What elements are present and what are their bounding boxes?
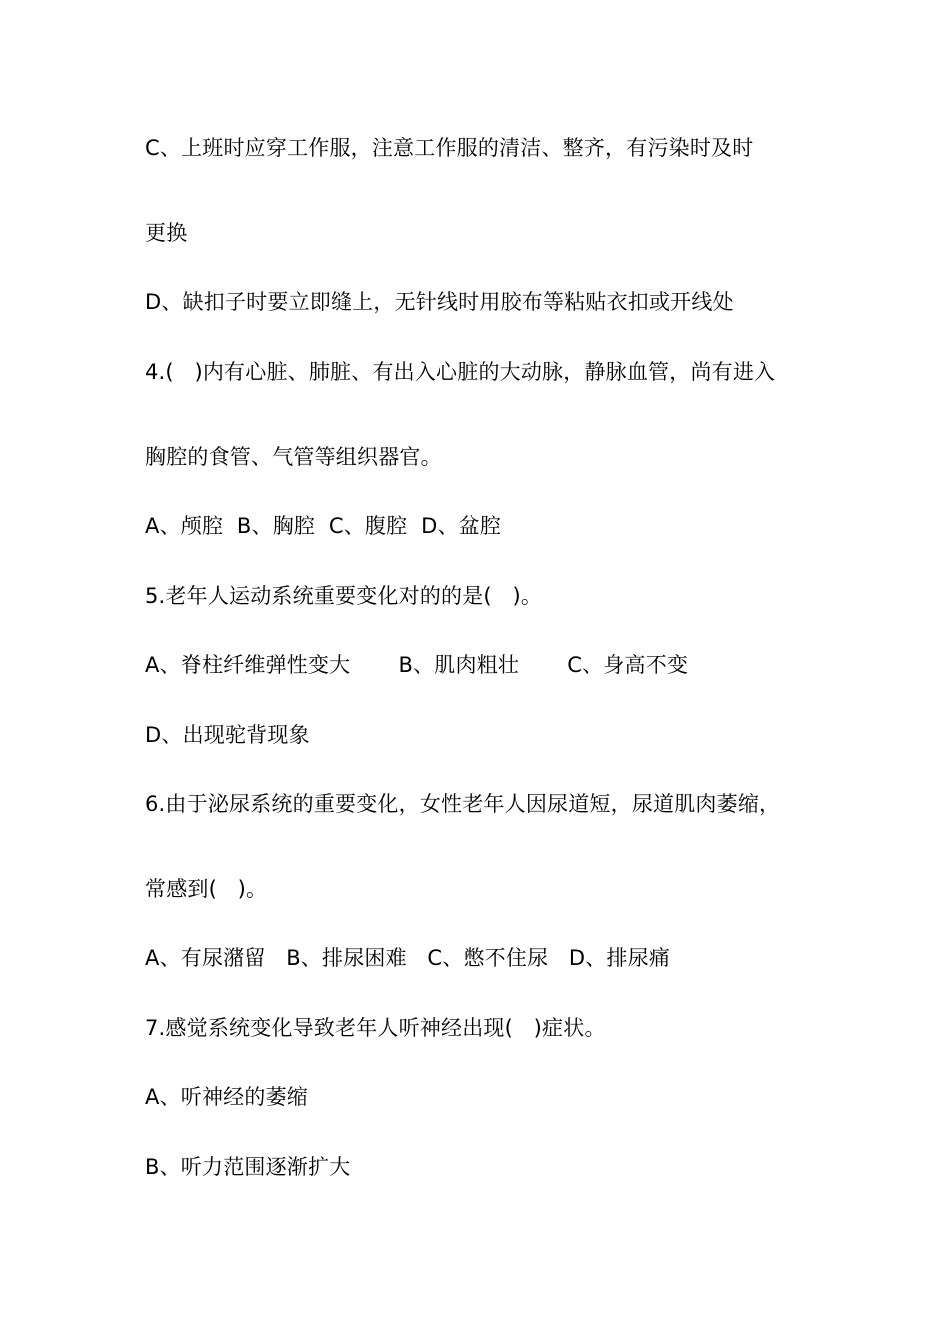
question-4-line1: 4.( )内有心脏、肺脏、有出入心脏的大动脉，静脉血管，尚有进入 bbox=[145, 360, 776, 384]
option-d: D、缺扣子时要立即缝上，无针线时用胶布等粘贴衣扣或开线处 bbox=[145, 290, 734, 314]
question-7: 7.感觉系统变化导致老年人听神经出现( )症状。 bbox=[145, 1016, 606, 1040]
question-5: 5.老年人运动系统重要变化对的的是( )。 bbox=[145, 584, 543, 608]
question-4-line2: 胸腔的食管、气管等组织器官。 bbox=[145, 445, 442, 469]
question-7-option-a: A、听神经的萎缩 bbox=[145, 1085, 308, 1109]
question-4-options: A、颅腔 B、胸腔 C、腹腔 D、盆腔 bbox=[145, 514, 502, 538]
question-7-option-b: B、听力范围逐渐扩大 bbox=[145, 1155, 351, 1179]
question-6-line2: 常感到( )。 bbox=[145, 877, 268, 901]
question-6-line1: 6.由于泌尿系统的重要变化，女性老年人因尿道短，尿道肌肉萎缩， bbox=[145, 792, 781, 816]
question-5-options-abc: A、脊柱纤维弹性变大 B、肌肉粗壮 C、身高不变 bbox=[145, 653, 689, 677]
question-5-option-d: D、出现驼背现象 bbox=[145, 723, 310, 747]
question-6-options: A、有尿潴留 B、排尿困难 C、憋不住尿 D、排尿痛 bbox=[145, 946, 671, 970]
option-c-line1: C、上班时应穿工作服，注意工作服的清洁、整齐，有污染时及时 bbox=[145, 136, 754, 160]
option-c-line2: 更换 bbox=[145, 221, 188, 245]
